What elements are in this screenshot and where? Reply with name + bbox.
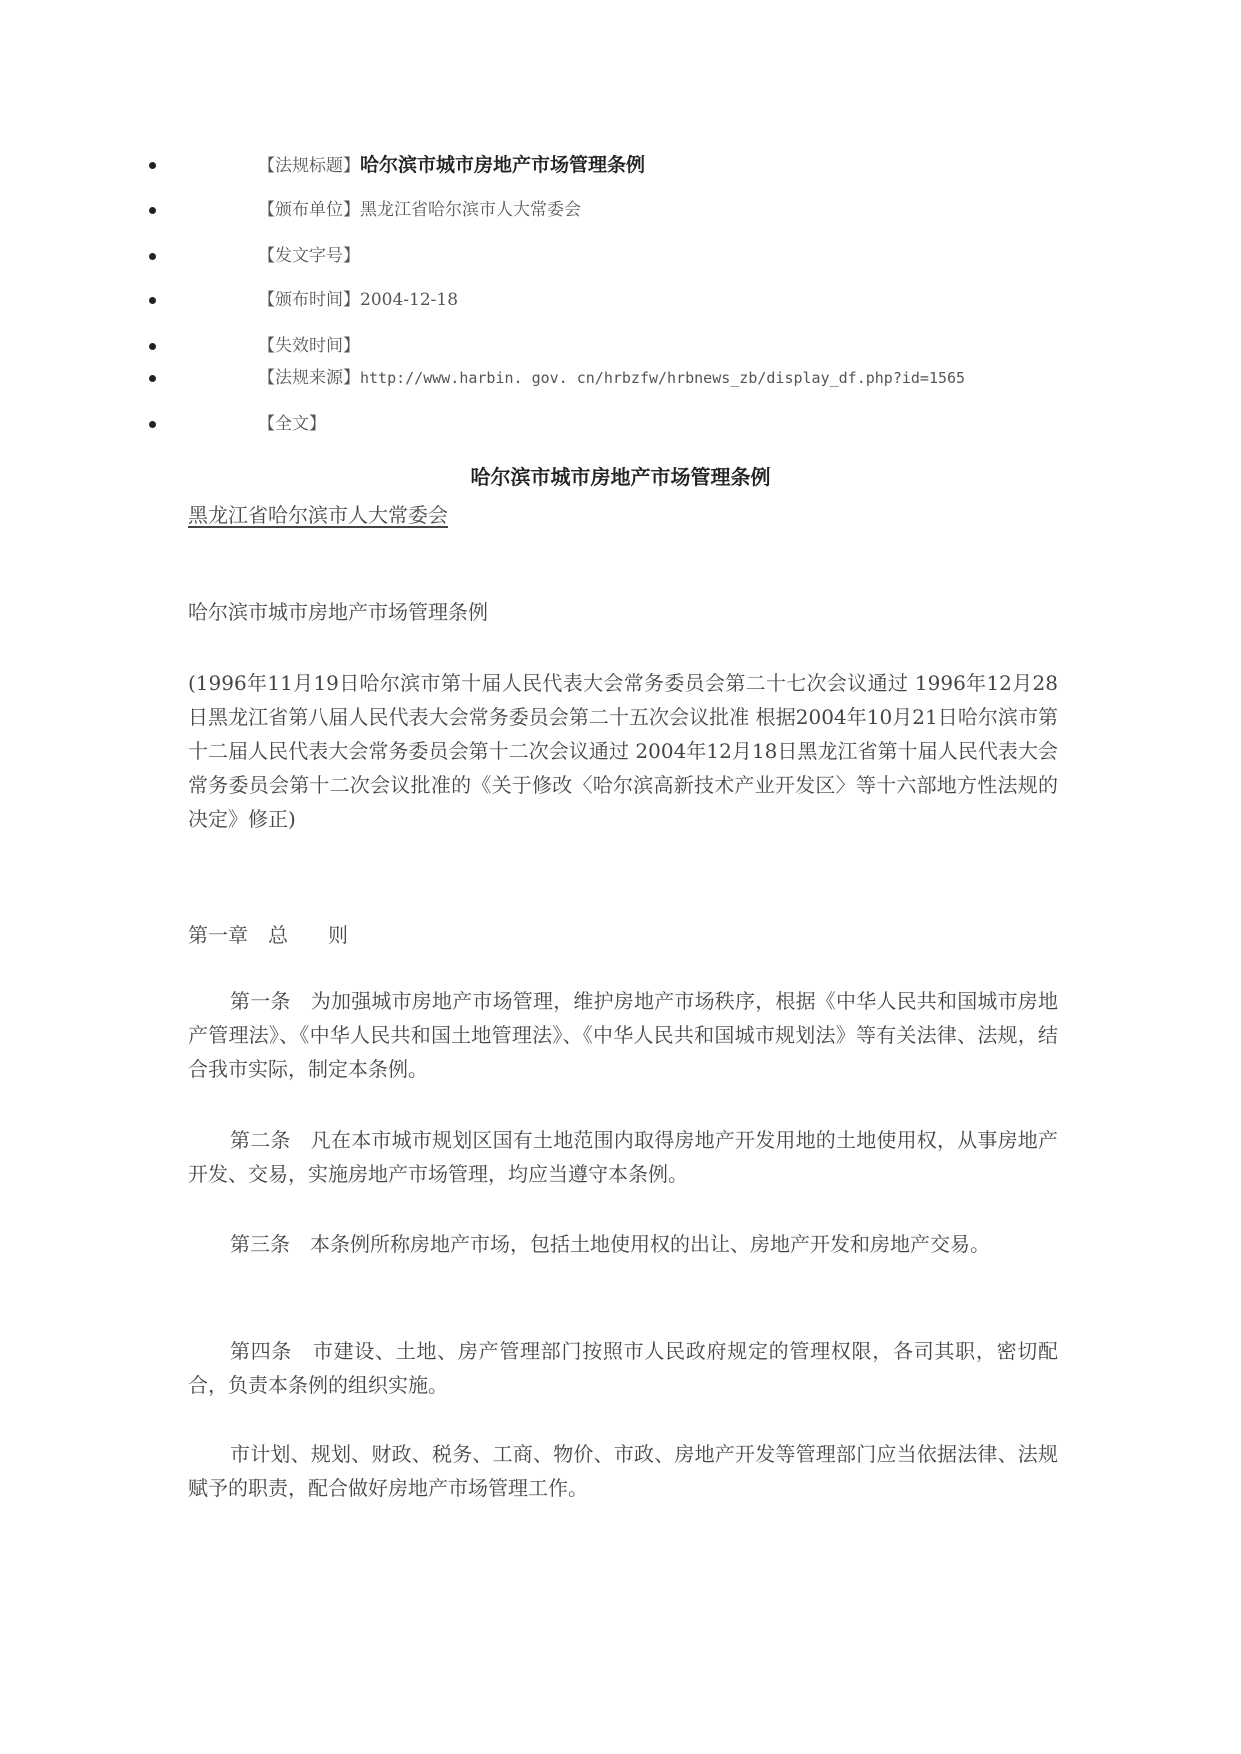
bullet-icon	[149, 297, 156, 304]
metadata-row-fulltext	[0, 409, 1241, 439]
metadata-row-source	[0, 363, 1241, 393]
metadata-label: 【颁布单位】	[258, 200, 360, 220]
article-4: 第四条 市建设、土地、房产管理部门按照市人民政府规定的管理权限，各司其职，密切配合，负责本条例的组织实施。	[188, 1339, 1058, 1397]
metadata-row-doc-number	[0, 241, 1241, 271]
metadata-label: 【颁布时间】	[258, 290, 360, 310]
revision-history: (1996年11月19日哈尔滨市第十届人民代表大会常务委员会第二十七次会议通过 1996年12月28日黑龙江省第八届人民代表大会常务委员会第二十五次会议批准 根据2004年10月21日哈尔滨市第十二届人民代表大会常务委员会第十二次会议通过 2004年12月18日黑龙江省第十届人民代表大会常务委员会第十二次会议批准的《关于修改〈哈尔滨高新技术产业开发区〉等十六部地方性法规的决定》修正)	[188, 671, 1058, 831]
article-1: 第一条 为加强城市房地产市场管理，维护房地产市场秩序，根据《中华人民共和国城市房地产管理法》、《中华人民共和国土地管理法》、《中华人民共和国城市规划法》等有关法律、法规，结合我市实际，制定本条例。	[188, 989, 1058, 1081]
metadata-label: 【法规标题】	[258, 156, 360, 176]
bullet-icon	[149, 162, 156, 169]
bullet-icon	[149, 343, 156, 350]
metadata-label: 【全文】	[258, 414, 326, 434]
metadata-row-date	[0, 285, 1241, 315]
source-url: http://www.harbin. gov. cn/hrbzfw/hrbnews_zb/display_df.php?id=1565	[360, 369, 966, 387]
metadata-label: 【法规来源】	[258, 368, 360, 388]
metadata-value: 黑龙江省哈尔滨市人大常委会	[360, 200, 581, 220]
metadata-row-title	[0, 150, 1241, 180]
metadata-label: 【失效时间】	[258, 336, 360, 356]
bullet-icon	[149, 253, 156, 260]
bullet-icon	[149, 421, 156, 428]
bullet-icon	[149, 375, 156, 382]
metadata-label: 【发文字号】	[258, 246, 360, 266]
document-title: 哈尔滨市城市房地产市场管理条例	[470, 465, 771, 489]
article-4-paragraph-2: 市计划、规划、财政、税务、工商、物价、市政、房地产开发等管理部门应当依据法律、法规赋予的职责，配合做好房地产市场管理工作。	[188, 1442, 1058, 1500]
article-2: 第二条 凡在本市城市规划区国有土地范围内取得房地产开发用地的土地使用权，从事房地产开发、交易，实施房地产市场管理，均应当遵守本条例。	[188, 1128, 1058, 1186]
metadata-value: 2004-12-18	[360, 290, 459, 310]
document-subtitle: 哈尔滨市城市房地产市场管理条例	[188, 600, 488, 624]
chapter-heading: 第一章 总 则	[188, 923, 348, 947]
article-3: 第三条 本条例所称房地产市场，包括土地使用权的出让、房地产开发和房地产交易。	[230, 1232, 990, 1256]
metadata-value: 哈尔滨市城市房地产市场管理条例	[360, 154, 646, 176]
metadata-row-expiry	[0, 331, 1241, 361]
issuer-link[interactable]: 黑龙江省哈尔滨市人大常委会	[188, 503, 448, 527]
metadata-row-issuer	[0, 195, 1241, 225]
bullet-icon	[149, 207, 156, 214]
